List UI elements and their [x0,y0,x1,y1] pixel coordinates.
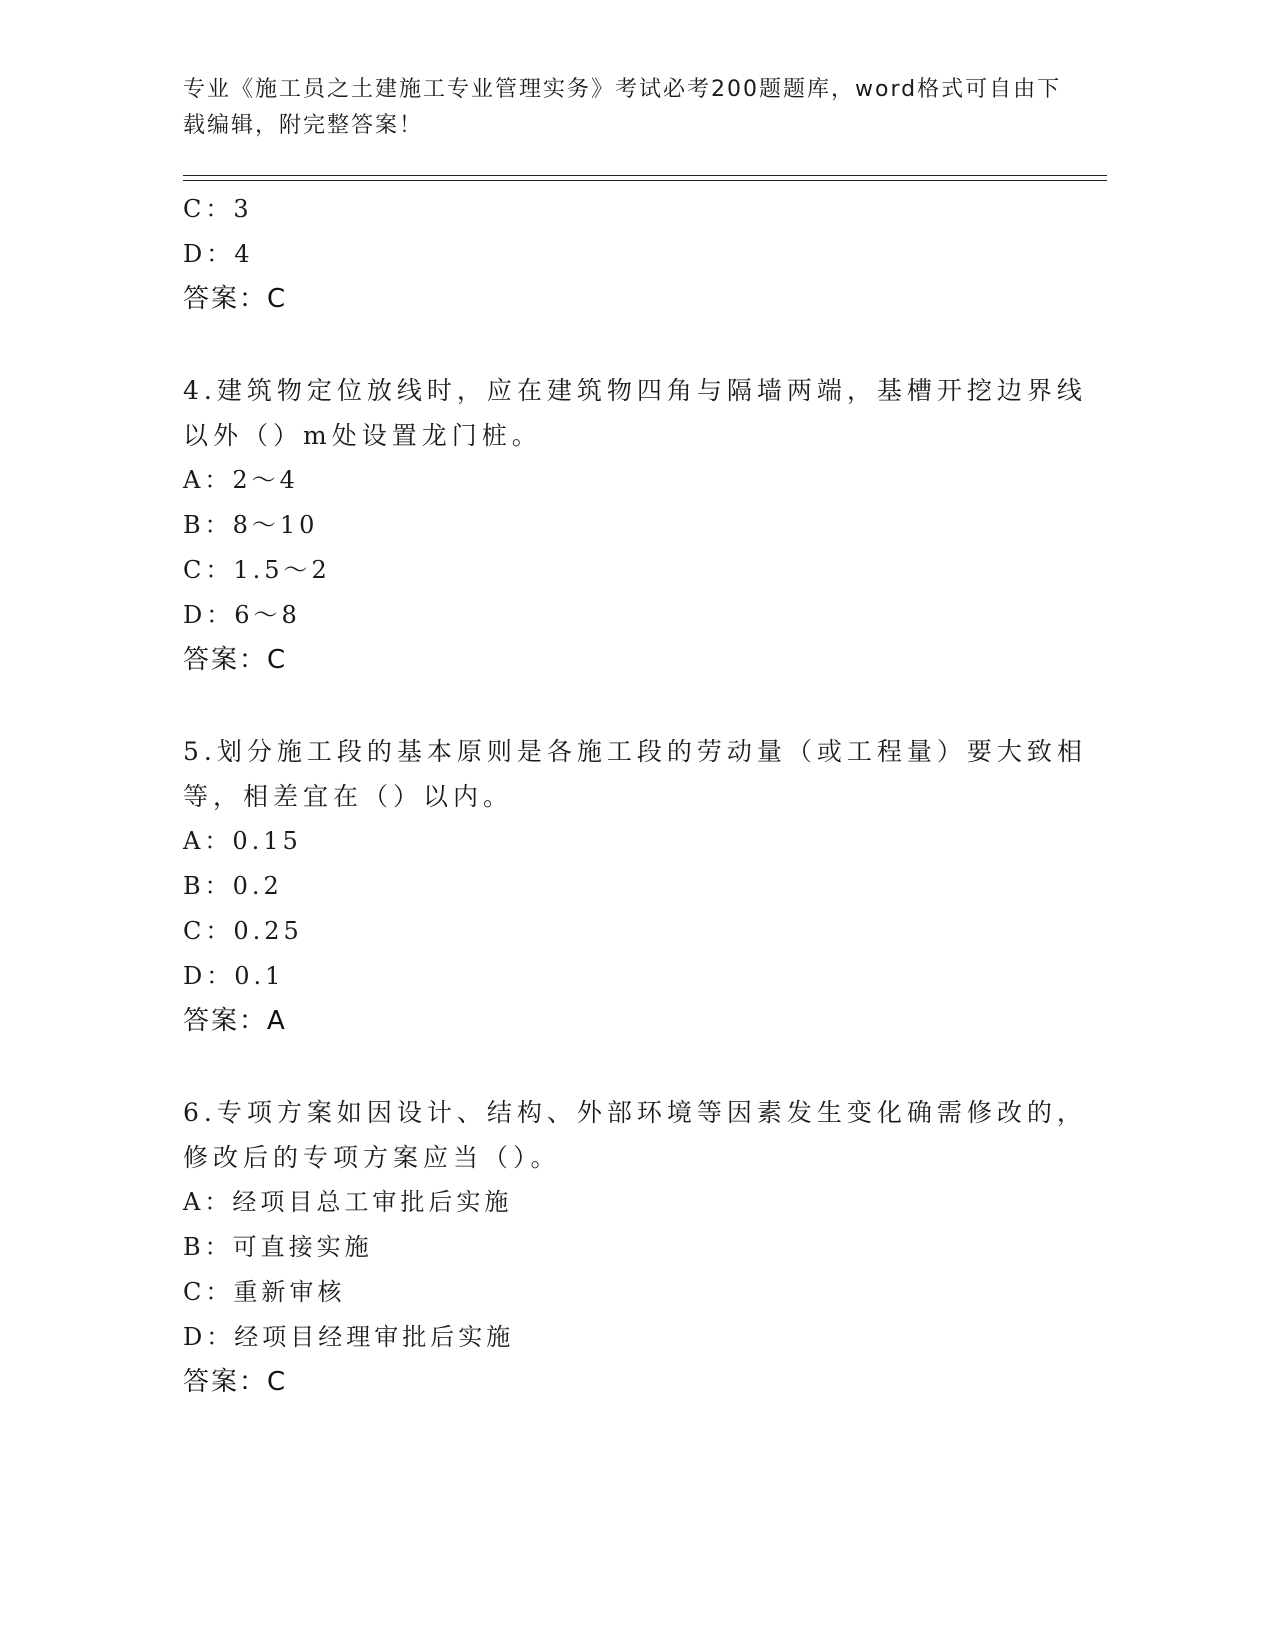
spacer [183,322,1083,368]
spacer [183,683,1083,729]
option-label: D： [183,1323,235,1351]
option-text: 6～8 [234,601,301,629]
option-d [183,954,1083,999]
option-b [183,864,1083,909]
option-b [183,503,1083,548]
option-label: D： [183,962,235,990]
option-text: 0.2 [232,872,283,900]
option-text: 1.5～2 [233,556,331,584]
answer-line: 答案：A [183,1006,287,1036]
option-label: A： [183,1188,233,1216]
option-label: C： [183,917,234,945]
question-5 [183,729,1087,1044]
spacer [183,1044,1083,1090]
option-text: 4 [234,240,254,268]
option-label: D： [183,240,235,268]
option-label: B： [183,872,233,900]
question-text-line-1: 5.划分施工段的基本原则是各施工段的劳动量（或工程量）要大致相 [183,737,1087,766]
option-label: B： [183,1233,233,1261]
option-c [183,1270,1083,1315]
option-label: C： [183,1278,234,1306]
document-header [183,72,1063,144]
option-c [183,909,1083,954]
option-a [183,819,1083,864]
option-text: 重新审核 [233,1278,346,1306]
option-d [183,1315,1083,1360]
answer-line: 答案：C [183,284,288,314]
question-3-tail [183,187,1083,322]
answer-line: 答案：C [183,1367,288,1397]
option-d [183,593,1083,638]
question-text-line-2: 修改后的专项方案应当（）。 [183,1143,561,1172]
question-text-line-1: 6.专项方案如因设计、结构、外部环境等因素发生变化确需修改的， [183,1098,1087,1127]
question-text-line-2: 等，相差宜在（）以内。 [183,782,514,811]
option-a [183,458,1083,503]
option-text: 0.25 [233,917,303,945]
option-label: B： [183,511,233,539]
option-label: D： [183,601,235,629]
answer-line: 答案：C [183,645,288,675]
option-a [183,1180,1083,1225]
option-text: 8～10 [232,511,319,539]
option-text: 可直接实施 [232,1233,373,1261]
option-c [183,187,1083,232]
question-6 [183,1090,1087,1405]
option-text: 经项目经理审批后实施 [234,1323,515,1351]
option-text: 3 [233,195,253,223]
question-text-line-1: 4.建筑物定位放线时，应在建筑物四角与隔墙两端，基槽开挖边界线 [183,376,1087,405]
option-text: 0.1 [234,962,285,990]
option-d [183,232,1083,277]
option-label: A： [183,466,233,494]
option-text: 2～4 [232,466,299,494]
question-text-line-2: 以外（）m处设置龙门桩。 [183,421,542,450]
option-label: C： [183,195,234,223]
option-text: 0.15 [232,827,302,855]
option-b [183,1225,1083,1270]
option-label: C： [183,556,234,584]
option-label: A： [183,827,233,855]
header-rule-top [183,175,1107,176]
question-4 [183,368,1087,683]
option-text: 经项目总工审批后实施 [232,1188,513,1216]
document-body [183,187,1087,1405]
option-c [183,548,1083,593]
header-title: 专业《施工员之土建施工专业管理实务》考试必考200题题库，word格式可自由下载编辑，附完整答案！ [183,77,1062,138]
header-rule-bottom [183,180,1107,181]
